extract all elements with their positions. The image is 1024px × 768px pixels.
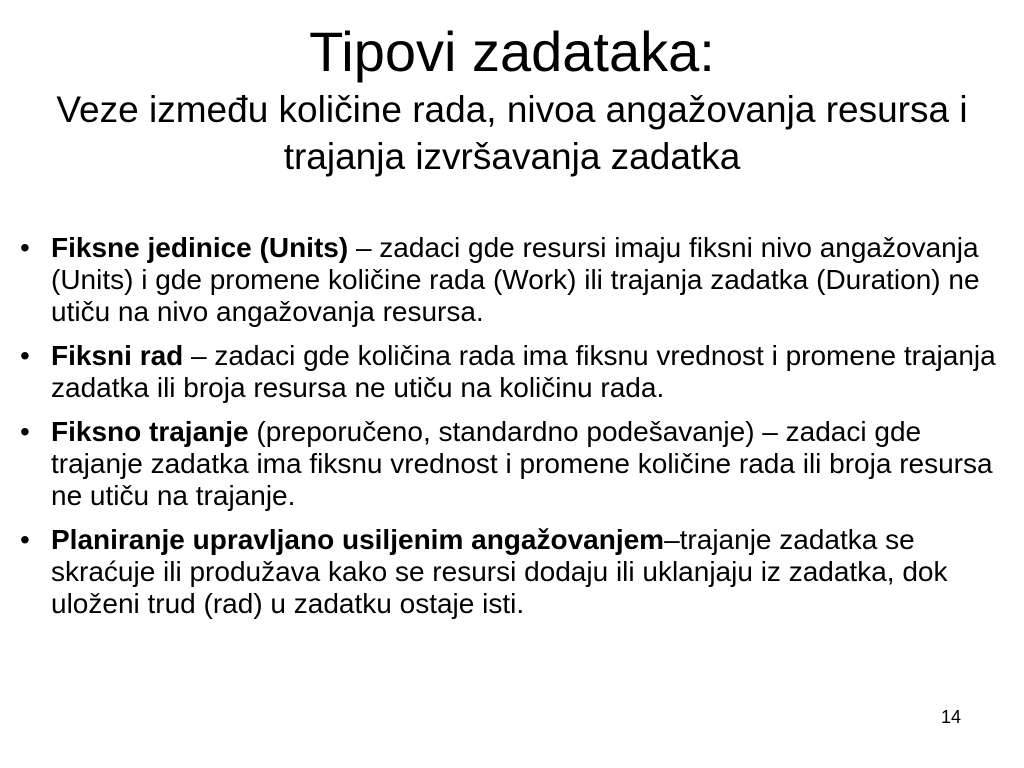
bullet-list	[20, 232, 1020, 632]
bullet-item	[20, 524, 1020, 620]
bullet-text: – zadaci gde količina rada ima fiksnu vrednost i promene trajanja zadatka ili broja resursa ne utiču na količinu rada.	[51, 340, 996, 403]
bullet-item	[20, 340, 1020, 404]
bullet-term: Fiksne jedinice (Units)	[51, 232, 349, 263]
slide-title: Tipovi zadataka:	[309, 20, 715, 83]
bullet-term: Fiksno trajanje	[51, 416, 249, 447]
bullet-item	[20, 232, 1020, 328]
bullet-icon: •	[20, 232, 30, 263]
page-number: 14	[941, 707, 962, 727]
bullet-icon: •	[20, 416, 30, 447]
bullet-term: Planiranje upravljano usiljenim angažovanjem	[51, 524, 665, 555]
bullet-text: (preporučeno, standardno podešavanje) – zadaci gde trajanje zadatka ima fiksnu vrednost i promene količine rada ili broja resursa ne utiču na trajanje.	[51, 416, 993, 511]
bullet-text: – zadaci gde resursi imaju fiksni nivo angažovanja (Units) i gde promene količine rada (Work) ili trajanja zadatka (Duration) ne utiču na nivo angažovanja resursa.	[51, 232, 980, 327]
bullet-term: Fiksni rad	[51, 340, 184, 371]
bullet-icon: •	[20, 524, 30, 555]
slide-subtitle: Veze između količine rada, nivoa angažovanja resursa i trajanja izvršavanja zadatka	[56, 89, 968, 177]
bullet-text: –trajanje zadatka se skraćuje ili produžava kako se resursi dodaju ili uklanjaju iz zadatka, dok uloženi trud (rad) u zadatku ostaje isti.	[51, 524, 948, 619]
title-block	[20, 18, 1004, 180]
bullet-icon: •	[20, 340, 30, 371]
bullet-item	[20, 416, 1020, 512]
